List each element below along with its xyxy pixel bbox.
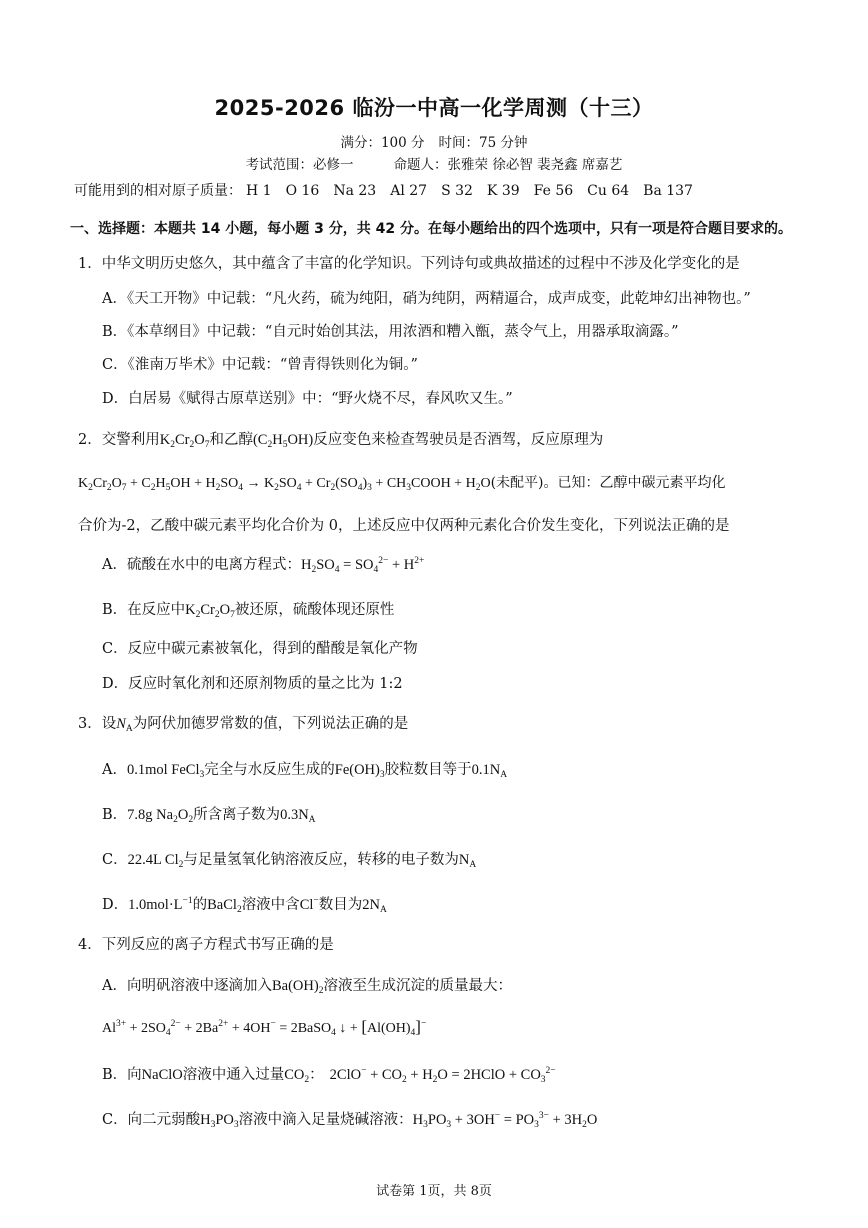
question-3-option-a [102,758,507,780]
mass-item: K 39 [486,183,520,199]
formula-ethanol: $(C_2H_5OH)$ [252,432,314,450]
mass-item: Fe 56 [533,183,574,199]
full-score: 满分：100 分 [340,135,425,151]
option-formula: $Fe(OH)_3$ [334,762,385,780]
option-formula: 7.8g $Na_2O_2$ [127,807,194,825]
option-text: A．硫酸在水中的电离方程式： [102,557,301,573]
option-formula: NaClO [141,1067,183,1083]
option-text: 溶液中含 [241,897,300,913]
option-formula: $2N_A$ [362,897,387,915]
option-formula: $Ba(OH)_2$ [271,978,324,996]
q2-stem-part: 2．交警利用 [78,432,160,448]
mass-item: O 16 [285,183,320,199]
option-text: B． [102,807,128,823]
option-text: A． [102,762,127,778]
question-1-option-b: B．《本草纲目》中记载：“自元时始创其法，用浓酒和糟入甑，蒸令气上，用器承取滴露。” [102,324,679,340]
option-text: 数目为 [318,897,363,913]
ionization-equation: $H_2SO_4 = SO_4^{2-} + H^{2+}$ [300,556,425,575]
q2-stem-part: 和乙醇 [209,432,253,448]
question-2-option-b [102,598,394,620]
option-formula: 0.1mol FeCl$_3$ [126,762,205,780]
question-1-option-c: C．《淮南万毕术》中记载：“曾青得铁则化为铜。” [102,357,418,373]
option-formula: $N_A$ [458,852,477,870]
question-3-option-d [102,893,387,915]
option-formula: $CO_2$： [284,1067,324,1085]
question-3-option-b [102,803,316,825]
reaction-equation: $K_2Cr_2O_7 + C_2H_5OH + H_2SO_4 \to K_2SO_4 + Cr_2(SO_4)_3$ + $CH_3COOH + H_2O$ [78,476,491,493]
question-2-stem [78,428,603,450]
question-4-option-a [102,974,512,996]
question-4-option-b [102,1063,556,1085]
mass-item: H 1 [246,183,272,199]
formula-k2cr2o7: $K_2Cr_2O_7$ [185,602,235,620]
section-heading: 一、选择题：本题共 14 小题，每小题 3 分，共 42 分。在每小题给出的四个选项中，只有一项是符合题目要求的。 [70,221,792,237]
question-1-stem: 1．中华文明历史悠久，其中蕴含了丰富的化学知识。下列诗句或典故描述的过程中不涉及化学变化的是 [78,256,740,272]
question-1-option-d: D．白居易《赋得古原草送别》中：“野火烧不尽，春风吹又生。” [102,391,513,407]
question-2-option-a [102,553,424,575]
equation-note: (未配平)。已知：乙醇中碳元素平均化 [490,475,726,491]
option-text: B．向 [102,1067,142,1083]
q3-stem-part: 为阿伏加德罗常数的值，下列说法正确的是 [132,716,409,732]
option-formula: $1.0mol\cdot L^{-1}$ [128,896,193,913]
exam-time: 时间：75 分钟 [438,135,528,151]
option-text: 溶液中滴入足量烧碱溶液： [238,1112,413,1128]
option-formula: 22.4L $Cl_2$ [127,852,184,870]
mass-item: Ba 137 [643,183,693,199]
mass-item: S 32 [441,183,473,199]
question-2-equation [78,472,726,493]
question-2-line3: 合价为-2，乙酸中碳元素平均化合价为 0，上述反应中仅两种元素化合价发生变化，下列说法正确的是 [78,518,730,534]
mass-item: Cu 64 [587,183,630,199]
option-text: 胶粒数目等于 [384,762,472,778]
option-formula: $0.3N_A$ [280,807,316,825]
atomic-masses [74,180,707,200]
scope-authors-line [0,153,868,173]
exam-authors: 命题人：张雅荣 徐必智 裴尧鑫 席嘉艺 [393,157,623,173]
exam-scope: 考试范围：必修一 [245,157,354,173]
avogadro-symbol: $N_A$ [116,716,133,734]
ionic-equation: $H_3PO_3 + 3OH^- = PO_3^{3-} + 3H_2O$ [412,1111,598,1130]
q2-stem-part: 反应变色来检查驾驶员是否酒驾，反应原理为 [313,432,604,448]
question-2-option-c: C．反应中碳元素被氧化，得到的醋酸是氧化产物 [102,641,418,657]
option-text: 被还原，硫酸体现还原性 [234,602,395,618]
exam-title: 2025-2026 临汾一中高一化学周测（十三） [214,96,654,120]
mass-item: Al 27 [390,183,428,199]
option-text: B．在反应中 [102,602,186,618]
option-text: A．向明矾溶液中逐滴加入 [102,978,272,994]
q3-stem-part: 3．设 [78,716,117,732]
ionic-equation: $Al^{3+} + 2SO_4^{2-} + 2Ba^{2+} + 4OH^-$ = 2BaSO$_4$ ↓ + $[Al(OH)_4]^-$ [102,1017,427,1038]
option-text: 溶液中通入过量 [182,1067,285,1083]
option-formula: $0.1N_A$ [471,762,508,780]
option-text: C．向二元弱酸 [102,1112,201,1128]
atomic-masses-label: 可能用到的相对原子质量： [74,183,242,199]
score-time-line [0,131,868,151]
option-formula: Cl− [299,896,319,913]
question-2-option-d: D．反应时氧化剂和还原剂物质的量之比为 1:2 [102,676,403,692]
option-text: 完全与水反应生成的 [204,762,335,778]
mass-item: Na 23 [333,183,377,199]
option-text: 所含离子数为 [193,807,281,823]
option-formula: BaCl$_2$ [207,897,242,915]
option-text: C． [102,852,128,868]
ionic-equation: $2ClO^- + CO_2 + H_2O$ = 2HClO + $CO_3^{2-}$ [329,1066,556,1085]
question-4-stem: 4．下列反应的离子方程式书写正确的是 [78,937,334,953]
page-footer: 试卷第 1页，共 8页 [376,1184,492,1199]
option-text: 溶液至生成沉淀的质量最大： [323,978,512,994]
option-text: 与足量氢氧化钠溶液反应，转移的电子数为 [183,852,459,868]
option-text: D． [102,897,129,913]
question-1-option-a: A．《天工开物》中记载：“凡火药，硫为纯阳，硝为纯阴，两精逼合，成声成变，此乾坤幻出神物也。” [102,291,751,307]
question-4-option-c [102,1108,597,1130]
question-3-option-c [102,848,476,870]
question-4-option-a-equation [102,1017,426,1038]
option-text: 的 [192,897,208,913]
option-formula: $H_3PO_3$ [200,1112,239,1130]
formula-k2cr2o7: $K_2Cr_2O_7$ [159,432,210,450]
question-3-stem [78,712,408,734]
